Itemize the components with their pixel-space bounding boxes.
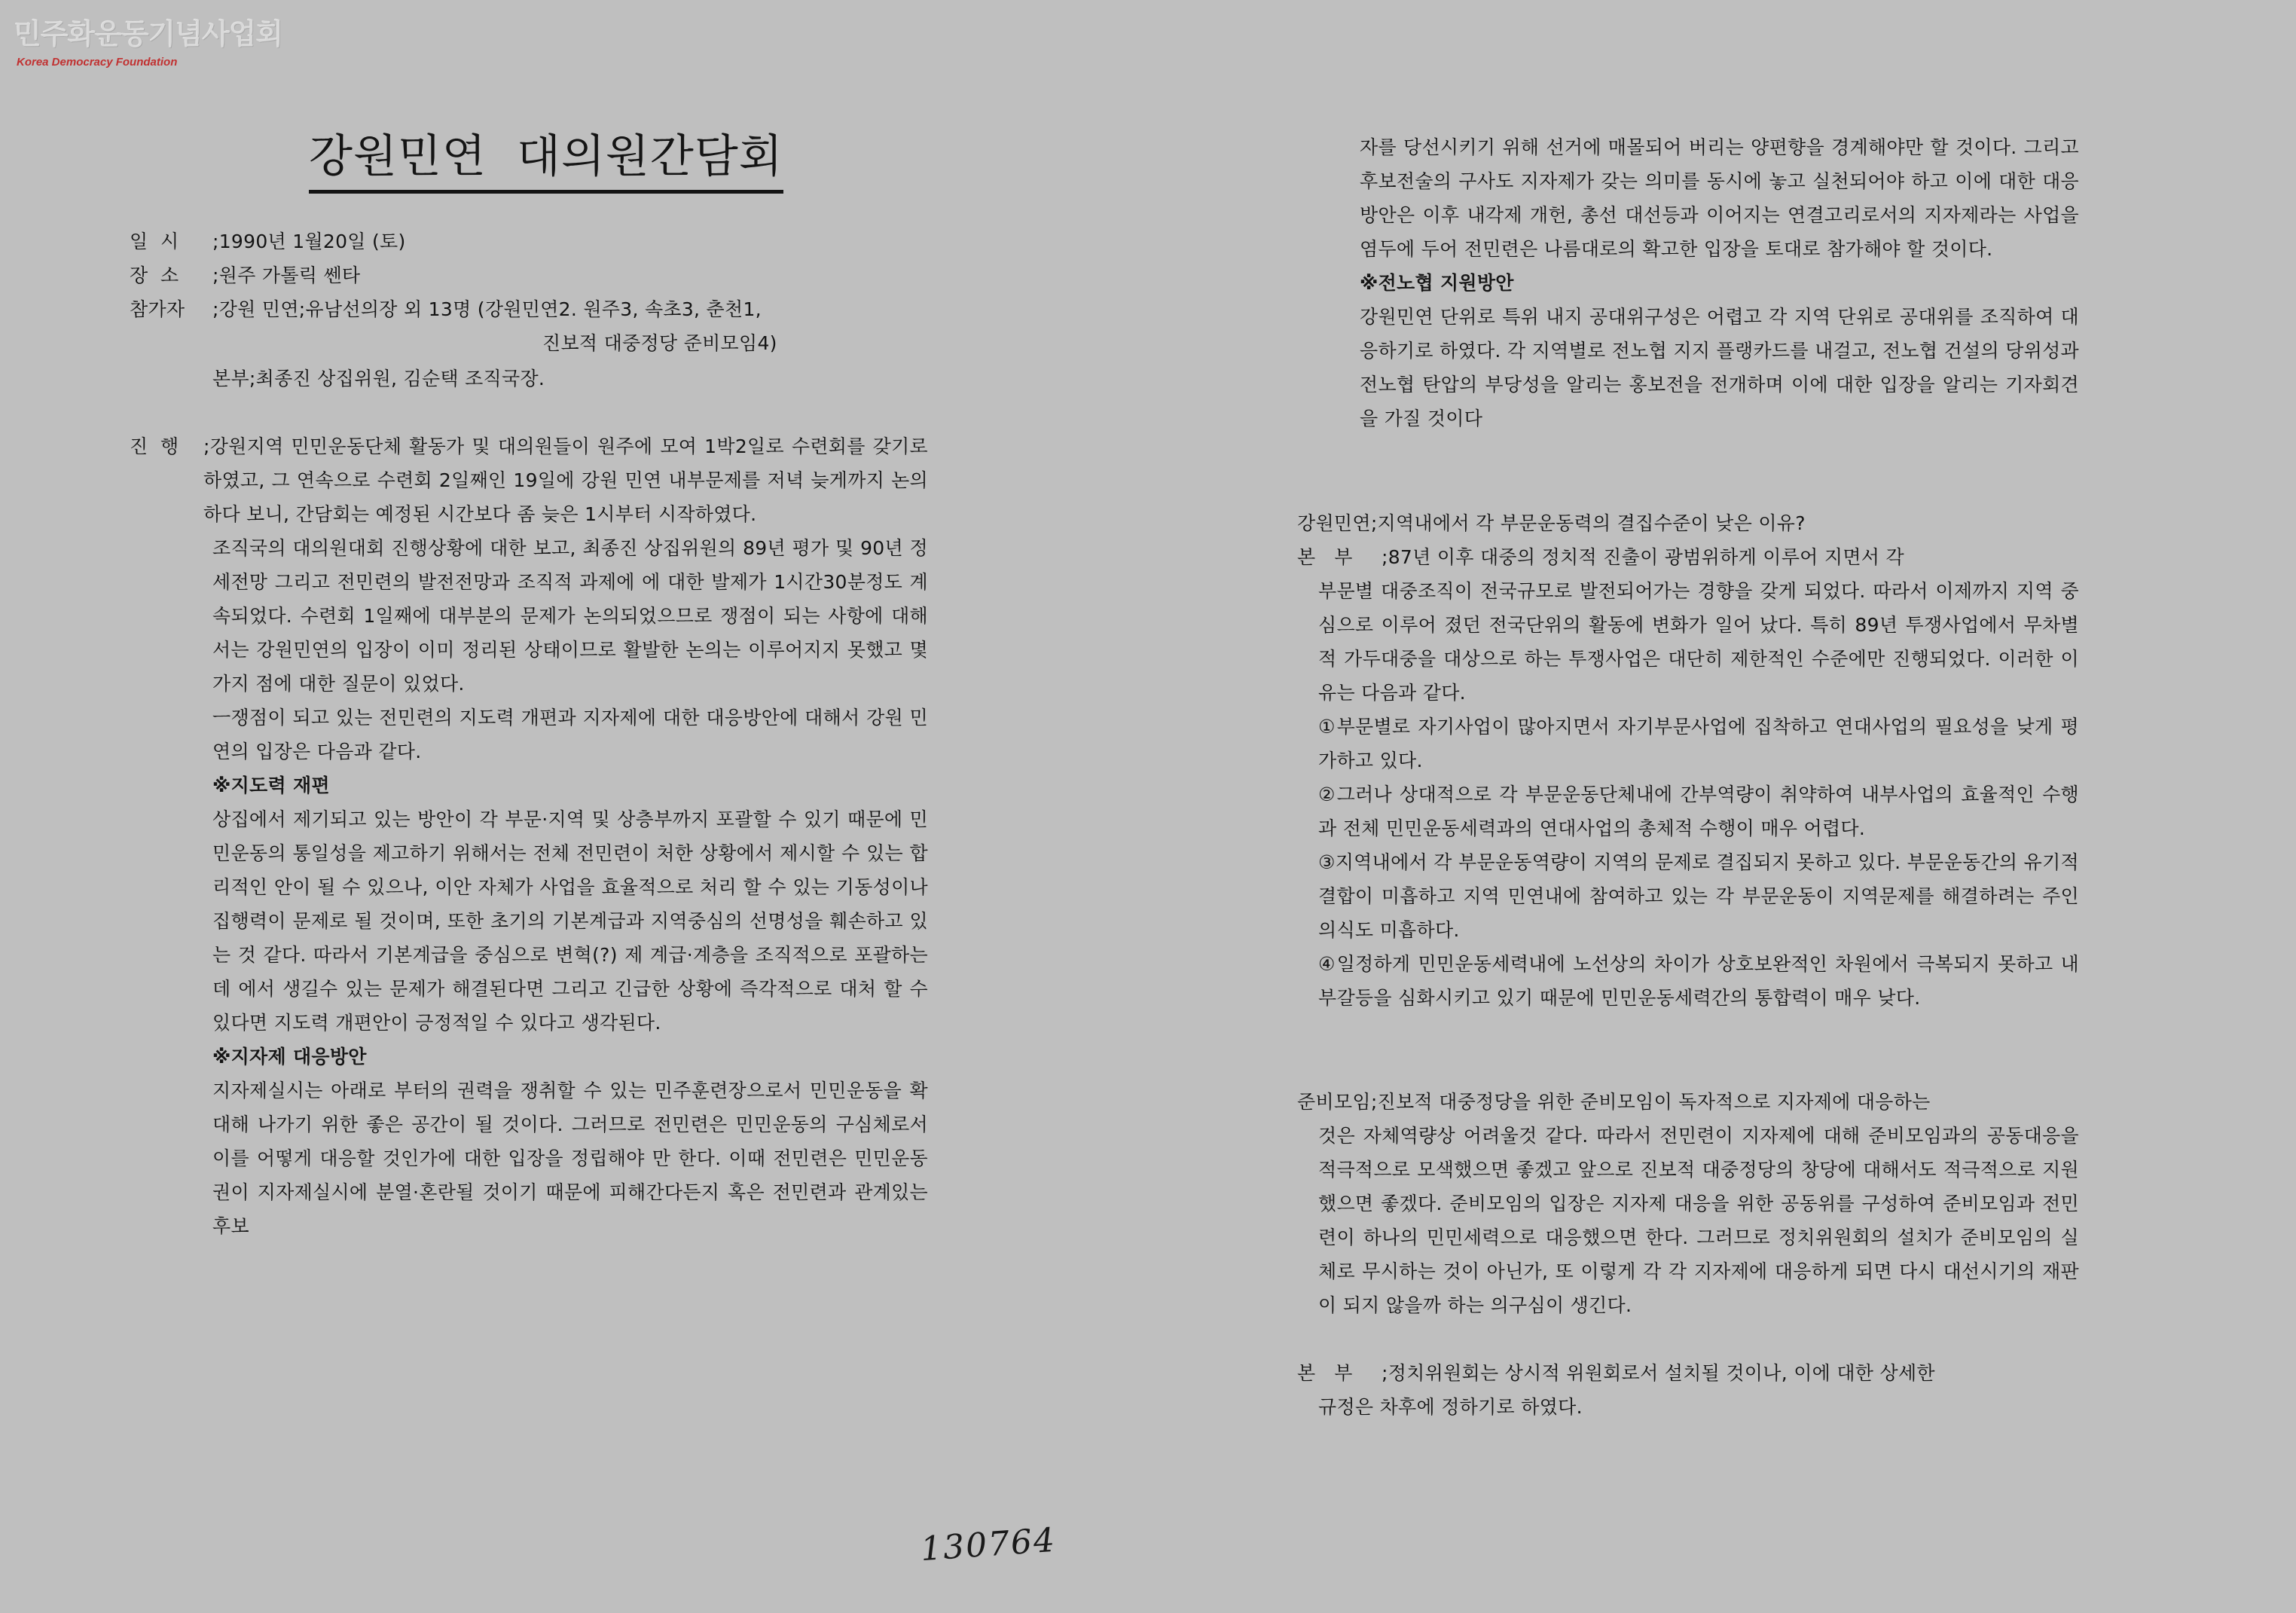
hq-reply-continuation: 규정은 차후에 정하기로 하였다. xyxy=(1318,1396,1583,1418)
watermark-logo xyxy=(14,11,283,71)
continuation-paragraph: 자를 당선시키기 위해 선거에 매몰되어 버리는 양편향을 경계해야만 할 것이다. 그리고 후보전술의 구사도 지자제가 갖는 의미를 동시에 놓고 실천되어야 하고 이에 대한 대응방안은 이후 내각제 개헌, 총선 대선등과 이어지는 연결고리로서의 지자제라는 사업을 염두에 두어 전민련은 나름대로의 확고한 입장을 토대로 참가해야 할 것이다. xyxy=(1360,136,2079,260)
progress-paragraph: 조직국의 대의원대회 진행상황에 대한 보고, 최종진 상집위원의 89년 평가 및 90년 정세전망 그리고 전민련의 발전전망과 조직적 과제에 에 대한 발제가 1시간30분정도 계속되었다. 수련회 1일째에 대부분의 문제가 논의되었으므로 쟁점이 되는 사항에 대해서는 강원민연의 입장이 이미 정리된 상태이므로 활발한 논의는 이루어지지 못했고 몇가지 점에 대한 질문이 있었다. xyxy=(212,537,928,695)
prep-section xyxy=(1318,1119,2079,1322)
prep-first-line: ;진보적 대중정당을 위한 준비모임이 독자적으로 지자제에 대응하는 xyxy=(1370,1091,1931,1113)
date-row xyxy=(130,225,406,258)
subhead-leadership: ※지도력 재편 xyxy=(212,774,330,796)
attendees-continuation: 진보적 대중정당 준비모임4) xyxy=(542,332,777,354)
prep-paragraph: 것은 자체역량상 어려울것 같다. 따라서 전민련이 지자제에 대해 준비모임과의 공동대응을 적극적으로 모색했으면 좋겠고 앞으로 진보적 대중정당의 창당에 대해서도 적극적으로 지원했으면 좋겠다. 준비모임의 입장은 지자제 대응을 위한 공동위를 구성하여 준비모임과 전민련이 하나의 민민세력으로 대응했으면 한다. 그러므로 정치위원회의 설치가 준비모임의 실체로 무시하는 것이 아닌가, 또 이렇게 각 각 지자제에 대응하게 되면 다시 대선시기의 재판이 되지 않을까 하는 의구심이 생긴다. xyxy=(1318,1125,2079,1316)
leadership-paragraph: 상집에서 제기되고 있는 방안이 각 부문·지역 및 상층부까지 포괄할 수 있기 때문에 민민운동의 통일성을 제고하기 위해서는 전체 전민련이 처한 상황에서 제시할 수 있는 합리적인 안이 될 수 있으나, 이안 자체가 사업을 효율적으로 처리 할 수 있는 기동성이나 집행력이 문제로 될 것이며, 또한 초기의 기본계급과 지역중심의 선명성을 훼손하고 있는 것 같다. 따라서 기본계급을 중심으로 변혁(?) 제 계급·계층을 조직적으로 포괄하는데 에서 생길수 있는 문제가 해결된다면 그리고 긴급한 상황에 즉각적으로 대처 할 수 있다면 지도력 개편안이 긍정적일 수 있다고 생각된다. xyxy=(212,808,928,1034)
hq-reply-label: 본 부 xyxy=(1297,1362,1353,1384)
answer-row xyxy=(1297,540,1904,574)
answer-paragraph: 부문별 대중조직이 전국규모로 발전되어가는 경향을 갖게 되었다. 따라서 이제까지 지역 중심으로 이루어 졌던 전국단위의 활동에 변화가 일어 났다. 특히 89년 투쟁사업에서 무차별적 가두대중을 대상으로 하는 투쟁사업은 대단히 제한적인 수준에만 진행되었다. 이러한 이유는 다음과 같다. xyxy=(1318,580,2079,704)
place-value: ;원주 가톨릭 쎈타 xyxy=(212,264,361,286)
progress-paragraph: ㅡ쟁점이 되고 있는 전민련의 지도력 개편과 지자제에 대한 대응방안에 대해서 강원 민연의 입장은 다음과 같다. xyxy=(212,707,928,762)
attendees-row xyxy=(130,292,762,326)
question-row xyxy=(1297,506,1806,540)
hq-reply-first-line: ;정치위원회는 상시적 위원회로서 설치될 것이나, 이에 대한 상세한 xyxy=(1382,1362,1935,1384)
answer-item: ②그러나 상대적으로 각 부문운동단체내에 간부역량이 취약하여 내부사업의 효율적인 수행과 전체 민민운동세력과의 연대사업의 총체적 수행이 매우 어렵다. xyxy=(1318,784,2079,839)
page-title: 강원민연 대의원간담회 xyxy=(309,121,783,194)
answer-first-line: ;87년 이후 대중의 정치적 진출이 광범위하게 이루어 지면서 각 xyxy=(1382,546,1904,568)
watermark-english: Korea Democracy Foundation xyxy=(17,56,178,69)
answer-section xyxy=(1318,574,2079,1015)
answer-item: ④일정하게 민민운동세력내에 노선상의 차이가 상호보완적인 차원에서 극복되지 못하고 내부갈등을 심화시키고 있기 때문에 민민운동세력간의 통합력이 매우 낮다. xyxy=(1318,953,2079,1009)
local-autonomy-paragraph: 지자제실시는 아래로 부터의 권력을 쟁취할 수 있는 민주훈련장으로서 민민운동을 확대해 나가기 위한 좋은 공간이 될 것이다. 그러므로 전민련은 민민운동의 구심체로서 이를 어떻게 대응할 것인가에 대한 입장을 정립해야 만 한다. 이때 전민련은 민민운동권이 지자제실시에 분열·혼란될 것이기 때문에 피해간다든지 혹은 전민련과 관계있는 후보 xyxy=(212,1080,928,1237)
subhead-union-support: ※전노협 지원방안 xyxy=(1360,272,1514,294)
watermark-korean: 민주화운동기념사업회 xyxy=(14,17,283,50)
place-label: 장 소 xyxy=(130,264,179,286)
answer-item: ③지역내에서 각 부문운동역량이 지역의 문제로 결집되지 못하고 있다. 부문운동간의 유기적 결합이 미흡하고 지역 민연내에 참여하고 있는 각 부문운동이 지역문제를 해결하려는 주인의식도 미흡하다. xyxy=(1318,851,2079,941)
date-label: 일 시 xyxy=(130,231,179,252)
progress-label-row xyxy=(130,429,212,463)
attendees-label: 참가자 xyxy=(130,298,185,320)
union-support-paragraph: 강원민연 단위로 특위 내지 공대위구성은 어렵고 각 지역 단위로 공대위를 조직하여 대응하기로 하였다. 각 지역별로 전노협 지지 플랭카드를 내걸고, 전노협 건설의 당위성과 전노협 탄압의 부당성을 알리는 홍보전을 전개하며 이에 대한 입장을 알리는 기자회견을 가질 것이다 xyxy=(1360,306,2079,429)
answer-item: ①부문별로 자기사업이 많아지면서 자기부문사업에 집착하고 연대사업의 필요성을 낮게 평가하고 있다. xyxy=(1318,716,2079,771)
question-text: ;지역내에서 각 부문운동력의 결집수준이 낮은 이유? xyxy=(1370,512,1806,534)
right-top-section xyxy=(1360,130,2079,435)
progress-paragraph: ;강원지역 민민운동단체 활동가 및 대의원들이 원주에 모여 1박2일로 수련회를 갖기로 하였고, 그 연속으로 수련회 2일째인 19일에 강원 민연 내부문제를 저녁 늦게까지 논의하다 보니, 간담회는 예정된 시간보다 좀 늦은 1시부터 시작하였다. xyxy=(203,435,928,525)
hq-reply-row xyxy=(1297,1356,1935,1390)
attendees-value: ;강원 민연;유남선의장 외 13명 (강원민연2. 원주3, 속초3, 춘천1, xyxy=(212,298,762,320)
place-row xyxy=(130,258,360,292)
progress-label: 진 행 xyxy=(130,435,179,457)
prep-row xyxy=(1297,1085,1931,1119)
subhead-local-autonomy: ※지자제 대응방안 xyxy=(212,1046,367,1068)
date-value: ;1990년 1월20일 (토) xyxy=(212,231,406,252)
headquarters-attendees: 본부;최종진 상집위원, 김순택 조직국장. xyxy=(212,368,545,390)
progress-section xyxy=(203,429,928,1243)
prep-label: 준비모임 xyxy=(1297,1091,1371,1113)
question-label: 강원민연 xyxy=(1297,512,1371,534)
handwritten-archive-number: 130764 xyxy=(919,1520,1058,1569)
answer-label: 본 부 xyxy=(1297,546,1353,568)
